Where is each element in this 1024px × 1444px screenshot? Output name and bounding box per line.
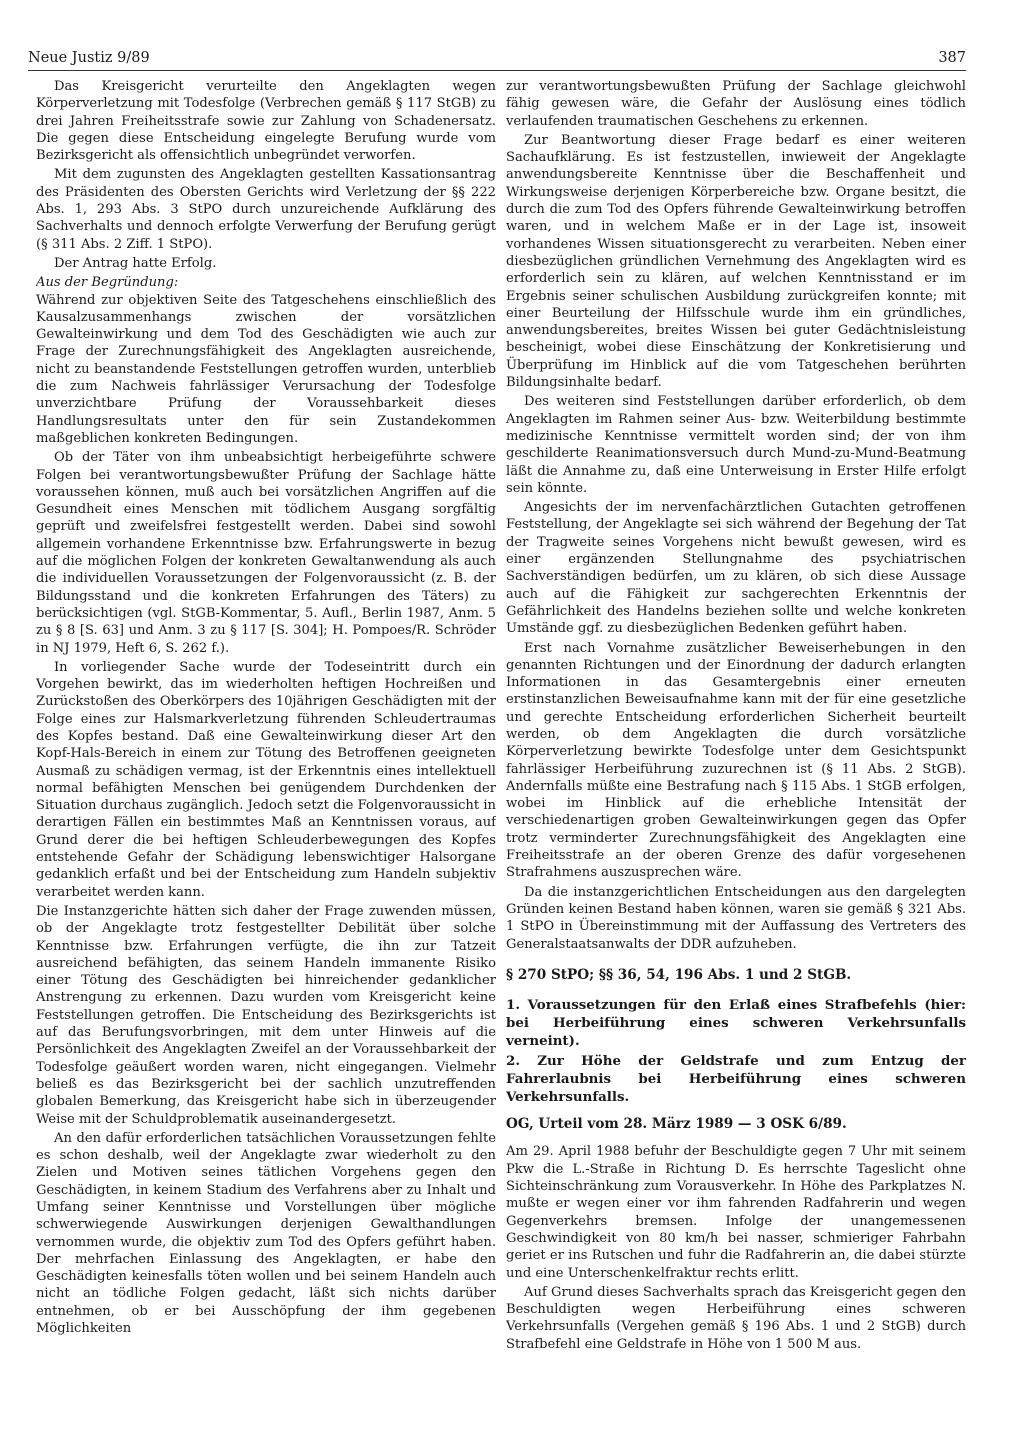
paragraph: Erst nach Vornahme zusätzlicher Beweiserhebungen in den genannten Richtungen und der Einordnung der dadurch erlangten Informationen in das Gesamtergebnis einer erneuten erstinstanzlichen Beweisaufnahme kann mit der für eine gesetzliche und gerechte Entscheidung erforderlichen Sicherheit beurteilt werden, ob dem Angeklagten die durch vorsätzliche Körperverletzung bewirkte Todesfolge unter dem Gesichtspunkt fahrlässiger Herbeiführung zuzurechnen ist (§ 11 Abs. 2 StGB). Andernfalls müßte eine Bestrafung nach § 115 Abs. 1 StGB erfolgen, wobei im Hinblick auf die erhebliche Intensität der verschiedenartigen groben Gewalteinwirkungen gegen das Opfer trotz verminderter Zurechnungsfähigkeit des Angeklagten eine Freiheitsstrafe an der oberen Grenze des dafür vorgesehenen Strafrahmens auszusprechen wäre. [506,640,966,881]
paragraph: Am 29. April 1988 befuhr der Beschuldigte gegen 7 Uhr mit seinem Pkw die L.-Straße in Richtung D. Es herrschte Tageslicht ohne Sichteinschränkung zum Vorausverkehr. In Höhe des Parkplatzes N. mußte er wegen einer vor ihm fahrenden Radfahrerin und wegen Gegenverkehrs bremsen. Infolge der unangemessenen Geschwindigkeit von 80 km/h bei nasser, schmieriger Fahrbahn geriet er ins Rutschen und fuhr die Radfahrerin an, die dabei stürzte und eine Unterschenkelfraktur rechts erlitt. [506,1144,966,1281]
paragraph: Mit dem zugunsten des Angeklagten gestellten Kassationsantrag des Präsidenten des Obersten Gerichts wird Verletzung der §§ 222 Abs. 1, 293 Abs. 3 StPO durch unzureichende Aufklärung des Sachverhalts und dennoch erfolgte Verwerfung der Berufung gerügt (§ 311 Abs. 2 Ziff. 1 StPO). [36,167,496,252]
paragraph: Ob der Täter von ihm unbeabsichtigt herbeigeführte schwere Folgen bei verantwortungsbewußter Prüfung der Sachlage hätte voraussehen können, muß auch bei vorsätzlichen Angriffen auf die Gesundheit eines Menschen mit tödlichem Ausgang sorgfältig geprüft und zweifelsfrei festgestellt werden. Dabei sind sowohl allgemein vorhandene Erkenntnisse bzw. Erfahrungswerte in bezug auf die möglichen Folgen der konkreten Gewaltanwendung als auch die individuellen Voraussetzungen der Folgenvoraussicht (z. B. der Bildungsstand und die konkreten Erfahrungen des Täters) zu berücksichtigen (vgl. StGB-Kommentar, 5. Aufl., Berlin 1987, Anm. 5 zu § 8 [S. 63] und Anm. 3 zu § 117 [S. 304]; H. Pompoes/R. Schröder in NJ 1979, Heft 6, S. 262 f.). [36,450,496,656]
paragraph: zur verantwortungsbewußten Prüfung der Sachlage gleichwohl fähig gewesen wäre, die Gefahr der Auslösung eines tödlich verlaufenden traumatischen Geschehens zu erkennen. [506,79,966,129]
reasons-heading: Aus der Begründung: [36,275,179,291]
paragraph: Zur Beantwortung dieser Frage bedarf es einer weiteren Sachaufklärung. Es ist festzustellen, inwieweit der Angeklagte anwendungsbereite Kenntnisse über die Beschaffenheit und Wirkungsweise derjenigen Körperbereiche bzw. Organe besitzt, die durch die zum Tod des Opfers führende Gewalteinwirkung betroffen waren, und in welchem Maße er in der Lage ist, insoweit vorhandenes Wissen situationsgerecht zu verarbeiten. Neben einer diesbezüglichen gründlichen Vernehmung des Angeklagten wird es erforderlich sein zu klären, auf welchen Kenntnisstand er im Ergebnis seiner schulischen Ausbildung zurückgreifen konnte; mit einer Beurteilung der Hilfsschule wurde ihm ein gründliches, anwendungsbereites, breites Wissen bei guter Gedächtnisleistung bescheinigt, wobei diese Einschätzung der Konkretisierung und Überprüfung im Hinblick auf die vom Tatgeschehen berührten Bildungsinhalte bedarf. [506,132,966,391]
paragraph: Der Antrag hatte Erfolg. [54,255,217,271]
page-number: 387 [938,50,966,66]
page-header [28,48,966,71]
paragraph: Da die instanzgerichtlichen Entscheidungen aus den dargelegten Gründen keinen Bestand haben können, waren sie gemäß § 321 Abs. 1 StPO in Übereinstimmung mit der Auffassung des Vertreters des Generalstaatsanwalts der DDR aufzuheben. [506,884,966,952]
paragraph: Angesichts der im nervenfachärztlichen Gutachten getroffenen Feststellung, der Angeklagte sei sich während der Begehung der Tat der Tragweite seines Vorgehens nicht bewußt gewesen, wird es einer ergänzenden Stellungnahme des psychiatrischen Sachverständigen bedürfen, um zu klären, ob sich diese Aussage auch auf die Fähigkeit zur sachgerechten Erkenntnis der Gefährlichkeit des Handelns beziehen sollte und welche konkreten Umstände ggf. zu diesbezüglichen Bedenken geführt haben. [506,500,966,637]
section-heading: § 270 StPO; §§ 36, 54, 196 Abs. 1 und 2 StGB. [506,966,852,983]
paragraph: An den dafür erforderlichen tatsächlichen Voraussetzungen fehlte es schon deshalb, weil der Angeklagte zwar wiederholt zu den Zielen und Motiven seines tätlichen Vorgehens gegen den Geschädigten, in keinem Stadium des Verfahrens aber zu Inhalt und Umfang seiner Kenntnisse und Vorstellungen über mögliche schwerwiegende Auswirkungen derjenigen Gewalthandlungen vernommen wurde, die objektiv zum Tod des Opfers geführt haben. Der mehrfachen Einlassung des Angeklagten, er habe den Geschädigten keinesfalls töten wollen und bei seinem Handeln auch nicht an tödliche Folgen gedacht, läßt sich nichts darüber entnehmen, ob er bei Ausschöpfung der ihm gegebenen Möglichkeiten [36,1130,496,1337]
paragraph: In vorliegender Sache wurde der Todeseintritt durch ein Vorgehen bewirkt, das im wiederholten heftigen Hochreißen und Zurückstoßen des Oberkörpers des 10jährigen Geschädigten mit der Folge eines zur Halsmarkverletzung führenden Schleudertraumas des Kopfes bestand. Daß eine Gewalteinwirkung dieser Art den Kopf-Hals-Bereich in einem zur Tötung des Betroffenen geeigneten Ausmaß zu schädigen vermag, ist der Erkenntnis eines intellektuell normal befähigten Menschen bei genügendem Durchdenken der Situation durchaus zugänglich. Jedoch setzt die Folgenvoraussicht in derartigen Fällen ein bestimmtes Maß an Kenntnissen voraus, auf Grund derer die bei heftigen Schleuderbewegungen des Kopfes entstehende Gefahr der Schädigung lebenswichtiger Halsorgane gedanklich erfaßt und bei der Entscheidung zum Handeln subjektiv verarbeitet werden kann. [36,659,496,900]
paragraph: Auf Grund dieses Sachverhalts sprach das Kreisgericht gegen den Beschuldigten wegen Herbeiführung eines schweren Verkehrsunfalls (Vergehen gemäß § 196 Abs. 1 und 2 StGB) durch Strafbefehl eine Geldstrafe in Höhe von 1 500 M aus. [506,1284,966,1352]
right-column [506,78,966,1438]
paragraph: Das Kreisgericht verurteilte den Angeklagten wegen Körperverletzung mit Todesfolge (Verbrechen gemäß § 117 StGB) zu drei Jahren Freiheitsstrafe sowie zur Zahlung von Schadenersatz. Die gegen diese Entscheidung eingelegte Berufung wurde vom Bezirksgericht als offensichtlich unbegründet verworfen. [36,79,496,164]
left-column [36,78,496,1438]
paragraph: Die Instanzgerichte hätten sich daher der Frage zuwenden müssen, ob der Angeklagte trotz festgestellter Debilität über solche Kenntnisse bzw. Erfahrungen verfügte, die ihn zur Tatzeit ausreichend befähigten, das seinem Handeln immanente Risiko einer Tötung des Geschädigten bei hinreichender gedanklicher Anstrengung zu erkennen. Dazu wurden vom Kreisgericht keine Feststellungen getroffen. Die Entscheidung des Bezirksgerichts ist auf das Berufungsvorbringen, mit dem unter Hinweis auf die Persönlichkeit des Angeklagten Zweifel an der Voraussehbarkeit der Todesfolge geäußert worden waren, nicht eingegangen. Vielmehr beließ es das Bezirksgericht bei der sachlich unzutreffenden globalen Bemerkung, das Kreisgericht habe sich in überzeugender Weise mit der Schuldproblematik auseinandergesetzt. [36,903,496,1127]
court-decision-line: OG, Urteil vom 28. März 1989 — 3 OSK 6/89. [506,1116,847,1133]
guideline-1: 1. Voraussetzungen für den Erlaß eines Strafbefehls (hier: bei Herbeiführung eines schweren Verkehrsunfalls verneint). [506,997,966,1050]
journal-title: Neue Justiz 9/89 [28,50,150,66]
paragraph: Während zur objektiven Seite des Tatgeschehens einschließlich des Kausalzusammenhangs zwischen der vorsätzlichen Gewalteinwirkung und dem Tod des Geschädigten wie auch zur Frage der Zurechnungsfähigkeit des Angeklagten ausreichende, nicht zu beanstandende Feststellungen getroffen wurden, unterblieb die zum Nachweis fahrlässiger Verursachung der Todesfolge unverzichtbare Prüfung der Voraussehbarkeit dieses Handlungsresultats unter den für sein Zustandekommen maßgeblichen konkreten Bedingungen. [36,292,496,446]
guideline-2: 2. Zur Höhe der Geldstrafe und zum Entzug der Fahrerlaubnis bei Herbeiführung eines schweren Verkehrsunfalls. [506,1053,966,1106]
paragraph: Des weiteren sind Feststellungen darüber erforderlich, ob dem Angeklagten im Rahmen seiner Aus- bzw. Weiterbildung bestimmte medizinische Kenntnisse vermittelt worden sind; der von ihm geschilderte Reanimationsversuch durch Mund-zu-Mund-Beatmung läßt die Annahme zu, daß eine Unterweisung in Erster Hilfe erfolgt sein könnte. [506,394,966,496]
